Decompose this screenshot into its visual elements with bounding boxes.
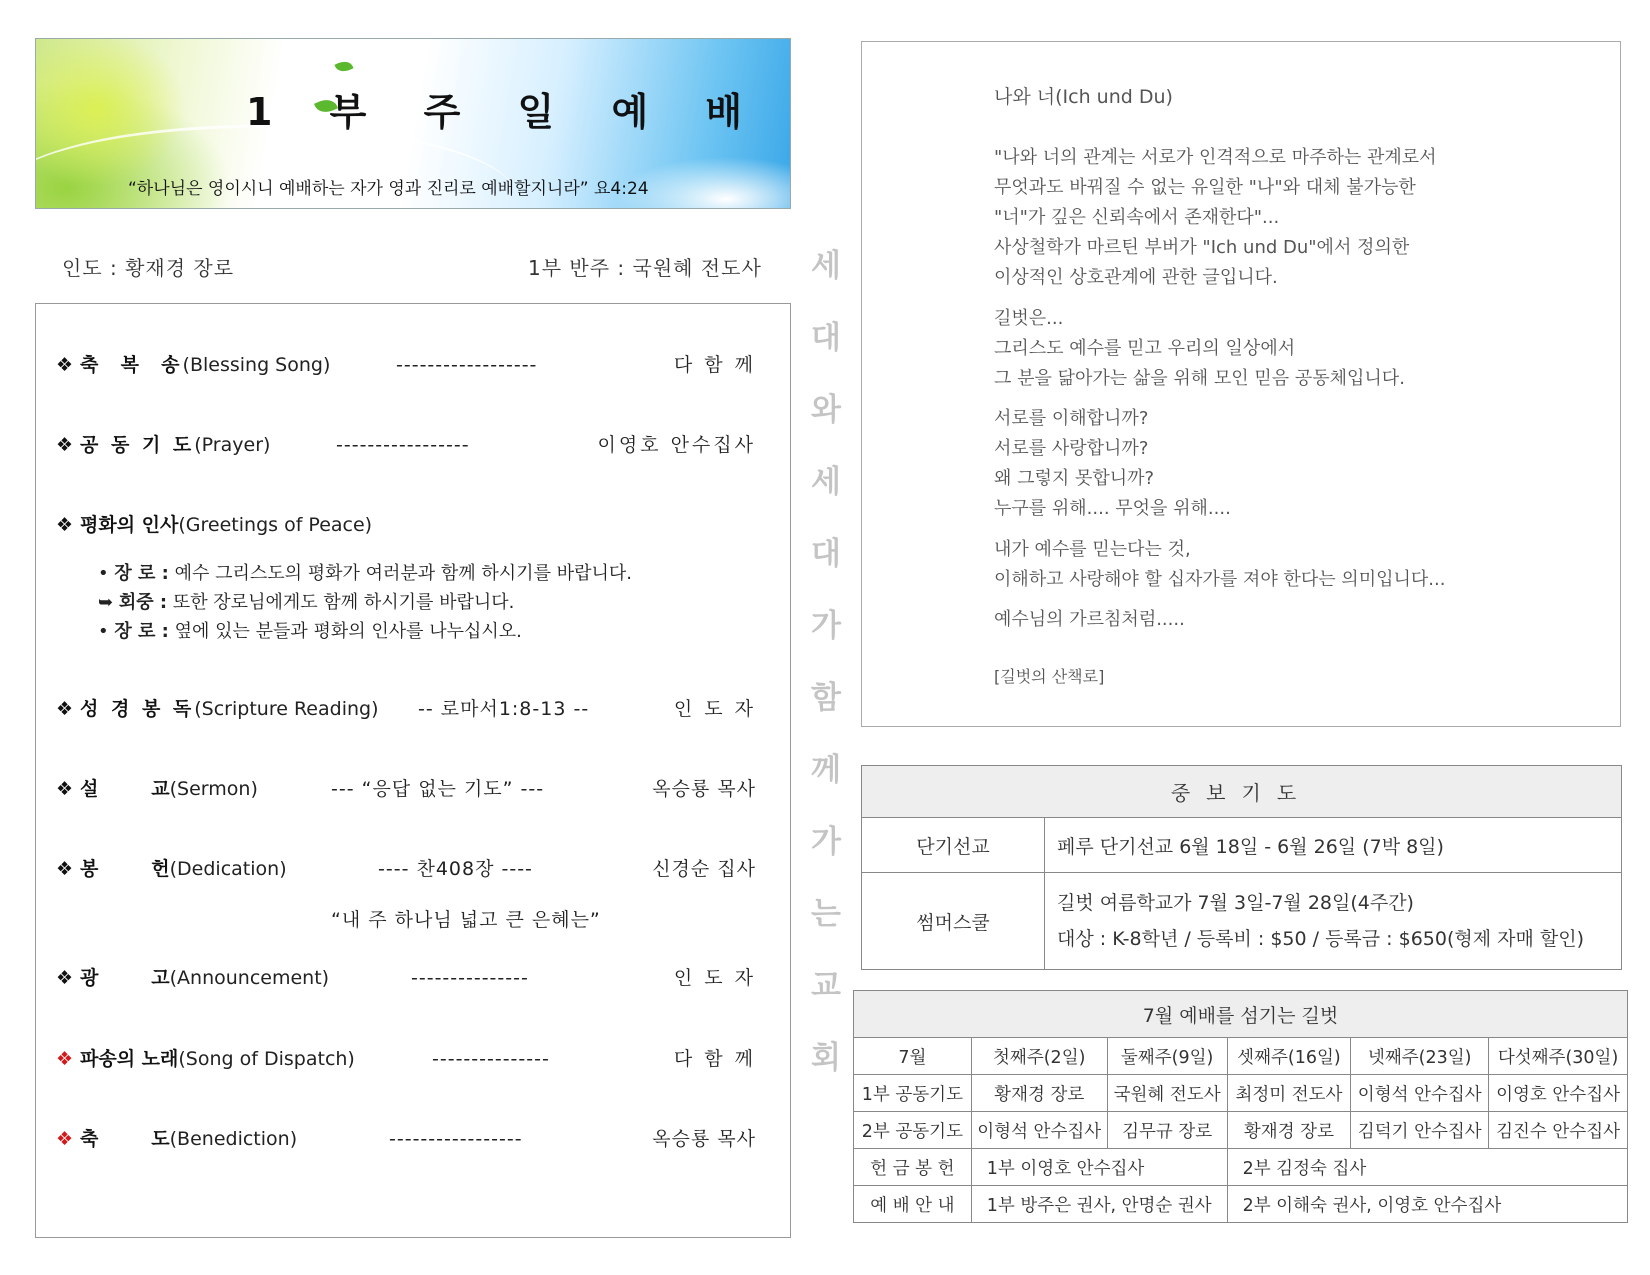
arrow-right-icon: ➥	[98, 592, 114, 613]
item-name: 봉 헌	[80, 858, 170, 880]
table-cell: 황재경 장로	[1227, 1112, 1351, 1149]
table-row	[854, 1149, 1628, 1186]
table-row	[854, 1075, 1628, 1112]
item-detail: ---------------	[432, 1048, 550, 1070]
diamond-bullet-icon: ❖	[56, 778, 74, 800]
item-name: 축 도	[80, 1128, 170, 1150]
item-person: 인 도 자	[673, 698, 756, 720]
order-item-dedication	[56, 854, 756, 884]
red-diamond-bullet-icon: ❖	[56, 1128, 74, 1150]
greeting-line	[98, 559, 632, 585]
july-service-schedule-table	[853, 990, 1628, 1223]
slogan-char: 회	[811, 1040, 841, 1076]
table-cell: 1부 이영호 안수집사	[971, 1149, 1227, 1186]
diamond-bullet-icon: ❖	[56, 354, 74, 376]
column-header: 다섯째주(30일)	[1489, 1038, 1628, 1075]
table-header-row	[854, 1038, 1628, 1075]
service-accompanist: 1부 반주 : 국원혜 전도사	[528, 256, 762, 280]
greeting-role: 회중 :	[118, 592, 168, 613]
diamond-bullet-icon: ❖	[56, 967, 74, 989]
item-detail: -----------------	[336, 434, 470, 456]
item-person: 이영호 안수집사	[597, 434, 756, 456]
bullet-icon: •	[98, 621, 109, 642]
diamond-bullet-icon: ❖	[56, 514, 74, 536]
worship-banner	[35, 38, 791, 209]
table-cell: 최정미 전도사	[1227, 1075, 1351, 1112]
item-name: 평화의 인사	[80, 514, 179, 536]
diamond-bullet-icon: ❖	[56, 858, 74, 880]
essay-line: 이상적인 상호관계에 관한 글입니다.	[994, 267, 1278, 288]
slogan-char: 와	[811, 392, 841, 428]
service-leader: 인도 : 황재경 장로	[62, 256, 235, 280]
item-name: 성 경 봉 독	[80, 698, 195, 720]
greeting-role: 장 로 :	[114, 621, 169, 642]
prayer-line: 길벗 여름학교가 7월 3일-7월 28일(4주간)	[1057, 892, 1414, 914]
order-item-prayer	[56, 430, 756, 460]
table-cell: 황재경 장로	[971, 1075, 1107, 1112]
diamond-bullet-icon: ❖	[56, 698, 74, 720]
hymn-title: “내 주 하나님 넓고 큰 은혜는”	[331, 909, 601, 931]
prayer-line: 페루 단기선교 6월 18일 - 6월 26일 (7박 8일)	[1057, 835, 1444, 858]
item-name: 축 복 송	[80, 354, 183, 376]
column-header: 셋째주(16일)	[1227, 1038, 1351, 1075]
essay-line: 그 분을 닮아가는 삶을 위해 모인 믿음 공동체입니다.	[994, 368, 1405, 389]
item-person: 인 도 자	[673, 967, 756, 989]
greeting-text: 옆에 있는 분들과 평화의 인사를 나누십시오.	[168, 621, 522, 642]
item-person: 다 함 께	[673, 354, 756, 376]
essay-line: 그리스도 예수를 믿고 우리의 일상에서	[994, 338, 1296, 359]
slogan-char: 세	[811, 248, 841, 284]
item-english: (Greetings of Peace)	[178, 514, 373, 536]
table-cell: 김진수 안수집사	[1489, 1112, 1628, 1149]
essay-line: 예수님의 가르침처럼.....	[994, 609, 1185, 630]
table-cell: 2부 김정숙 집사	[1227, 1149, 1627, 1186]
item-detail: ------------------	[396, 354, 538, 376]
prayer-detail	[1045, 818, 1622, 873]
order-item-scripture	[56, 694, 756, 724]
intercessory-prayer-table	[861, 765, 1622, 970]
slogan-char: 가	[811, 608, 841, 644]
essay-line: 왜 그렇지 못합니까?	[994, 468, 1155, 489]
order-item-announcement	[56, 963, 756, 993]
slogan-char: 대	[811, 320, 841, 356]
church-slogan-vertical	[808, 240, 844, 1104]
essay-line: 내가 예수를 믿는다는 것,	[994, 539, 1191, 560]
red-diamond-bullet-icon: ❖	[56, 1048, 74, 1070]
essay-line: 무엇과도 바꿔질 수 없는 유일한 "나"와 대체 불가능한	[994, 177, 1416, 198]
essay-box	[861, 41, 1621, 727]
essay-line: 이해하고 사랑해야 할 십자가를 져야 한다는 의미입니다...	[994, 569, 1446, 590]
item-name: 광 고	[80, 967, 170, 989]
order-item-sermon	[56, 774, 756, 804]
item-english: (Sermon)	[169, 778, 258, 800]
column-header: 넷째주(23일)	[1351, 1038, 1489, 1075]
schedule-title: 7월 예배를 섬기는 길벗	[854, 991, 1628, 1038]
column-header: 7월	[854, 1038, 972, 1075]
item-detail: -- 로마서1:8-13 --	[418, 698, 590, 720]
table-cell: 헌 금 봉 헌	[854, 1149, 972, 1186]
item-name: 설 교	[80, 778, 170, 800]
essay-title: 나와 너(Ich und Du)	[994, 86, 1173, 108]
table-cell: 이형석 안수집사	[971, 1112, 1107, 1149]
table-cell: 예 배 안 내	[854, 1186, 972, 1223]
item-detail: ---------------	[411, 967, 529, 989]
item-english: (Scripture Reading)	[194, 698, 379, 720]
order-of-worship	[35, 303, 791, 1238]
table-row	[862, 818, 1622, 873]
essay-line: "너"가 깊은 신뢰속에서 존재한다"...	[994, 207, 1280, 228]
item-person: 옥승룡 목사	[652, 1128, 756, 1150]
prayer-detail	[1045, 873, 1622, 970]
table-cell: 국원혜 전도사	[1107, 1075, 1227, 1112]
banner-title: 1 부 주 일 예 배	[246, 90, 765, 134]
table-cell: 1부 방주은 권사, 안명순 권사	[971, 1186, 1227, 1223]
essay-line: 서로를 이해합니까?	[994, 408, 1149, 429]
essay-line: 길벗은...	[994, 308, 1064, 329]
essay-line: "나와 너의 관계는 서로가 인격적으로 마주하는 관계로서	[994, 147, 1437, 168]
order-item-blessing-song	[56, 350, 756, 380]
slogan-char: 함	[811, 680, 841, 716]
order-item-dispatch-song	[56, 1044, 756, 1074]
item-english: (Song of Dispatch)	[178, 1048, 355, 1070]
item-english: (Announcement)	[169, 967, 330, 989]
greeting-line	[98, 588, 514, 614]
table-cell: 2부 공동기도	[854, 1112, 972, 1149]
table-cell: 1부 공동기도	[854, 1075, 972, 1112]
table-cell: 이영호 안수집사	[1489, 1075, 1628, 1112]
bullet-icon: •	[98, 563, 109, 584]
slogan-char: 께	[811, 752, 841, 788]
item-detail: ---- 찬408장 ----	[378, 858, 533, 880]
table-row	[862, 873, 1622, 970]
table-row	[854, 1112, 1628, 1149]
prayer-table-title: 중보기도	[862, 766, 1622, 818]
table-cell: 김무규 장로	[1107, 1112, 1227, 1149]
prayer-label: 썸머스쿨	[862, 873, 1045, 970]
leaf-decoration	[334, 58, 353, 75]
essay-line: 서로를 사랑합니까?	[994, 438, 1149, 459]
slogan-char: 대	[811, 536, 841, 572]
prayer-label: 단기선교	[862, 818, 1045, 873]
order-item-benediction	[56, 1124, 756, 1154]
essay-line: 누구를 위해.... 무엇을 위해....	[994, 498, 1231, 519]
item-person: 다 함 께	[673, 1048, 756, 1070]
item-detail: -----------------	[389, 1128, 523, 1150]
table-cell: 김덕기 안수집사	[1351, 1112, 1489, 1149]
greeting-role: 장 로 :	[114, 563, 169, 584]
prayer-line: 대상 : K-8학년 / 등록비 : $50 / 등록금 : $650(형제 자매 할인)	[1057, 928, 1584, 950]
item-english: (Prayer)	[194, 434, 271, 456]
item-english: (Blessing Song)	[182, 354, 331, 376]
table-cell: 2부 이해숙 권사, 이영호 안수집사	[1227, 1186, 1627, 1223]
slogan-char: 세	[811, 464, 841, 500]
slogan-char: 는	[811, 896, 841, 932]
essay-line: 사상철학가 마르틴 부버가 "Ich und Du"에서 정의한	[994, 237, 1410, 258]
greeting-line	[98, 617, 522, 643]
banner-verse: “하나님은 영이시니 예배하는 자가 영과 진리로 예배할지니라” 요4:24	[128, 179, 649, 199]
item-name: 공 동 기 도	[80, 434, 195, 456]
item-english: (Dedication)	[169, 858, 287, 880]
item-person: 옥승룡 목사	[652, 778, 756, 800]
slogan-char: 교	[811, 968, 841, 1004]
item-english: (Benediction)	[169, 1128, 298, 1150]
column-header: 첫째주(2일)	[971, 1038, 1107, 1075]
essay-source: [길벗의 산책로]	[994, 667, 1105, 686]
sermon-title: --- “응답 없는 기도” ---	[331, 778, 545, 800]
item-name: 파송의 노래	[80, 1048, 179, 1070]
table-cell: 이형석 안수집사	[1351, 1075, 1489, 1112]
column-header: 둘째주(9일)	[1107, 1038, 1227, 1075]
greeting-text: 또한 장로님에게도 함께 하시기를 바랍니다.	[167, 592, 515, 613]
greeting-text: 예수 그리스도의 평화가 여러분과 함께 하시기를 바랍니다.	[168, 563, 632, 584]
order-item-greetings	[56, 510, 756, 540]
table-row	[854, 1186, 1628, 1223]
item-person: 신경순 집사	[652, 858, 756, 880]
slogan-char: 가	[811, 824, 841, 860]
diamond-bullet-icon: ❖	[56, 434, 74, 456]
